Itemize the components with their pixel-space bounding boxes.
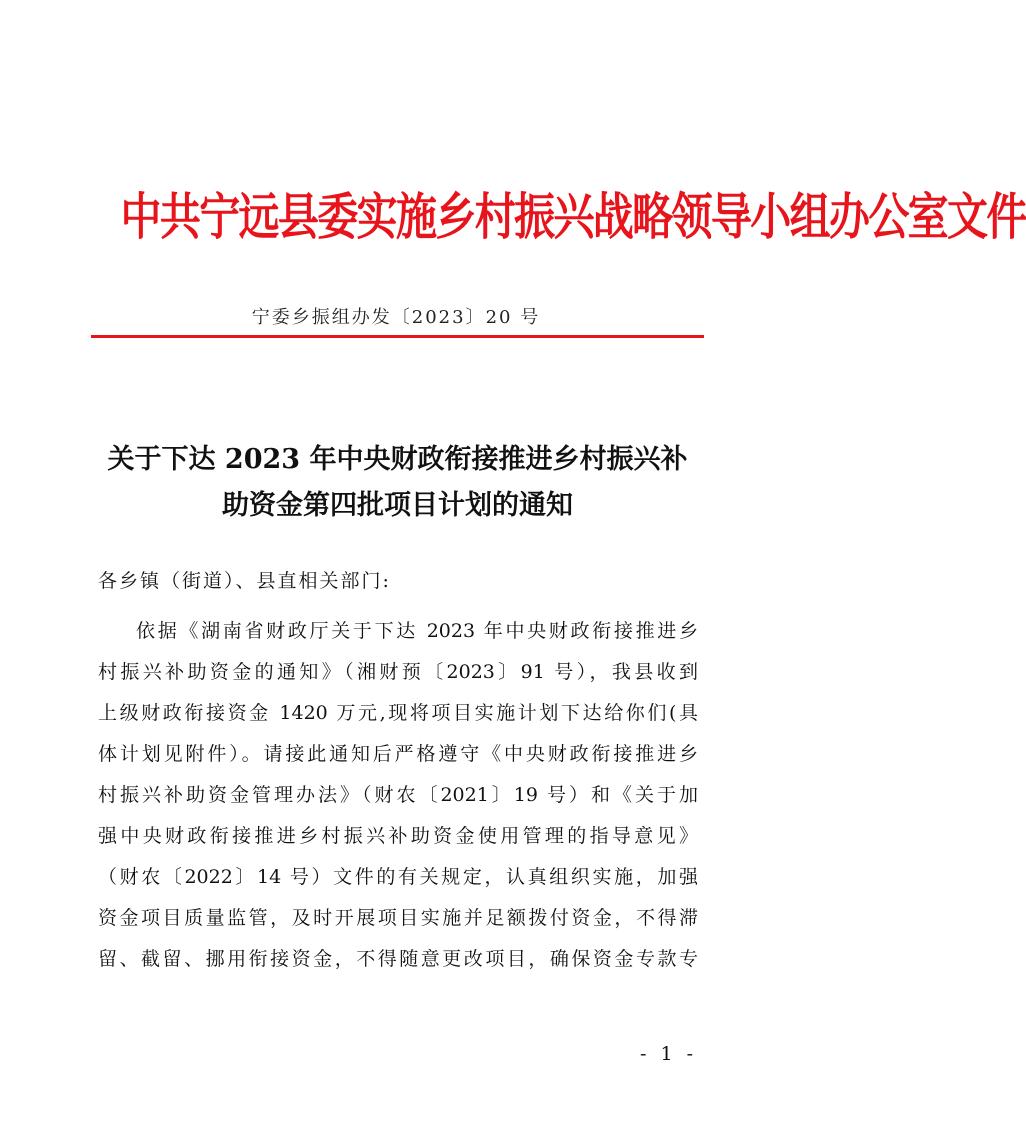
salutation: 各乡镇（街道）、县直相关部门: xyxy=(98,570,391,592)
issuer-header: 中共宁远县委实施乡村振兴战略领导小组办公室文件 xyxy=(120,188,1026,246)
body-line: （财农〔2022〕14 号）文件的有关规定，认真组织实施，加强 xyxy=(98,866,698,888)
body-line: 上级财政衔接资金 1420 万元,现将项目实施计划下达给你们(具 xyxy=(98,702,698,724)
red-divider-line xyxy=(91,335,704,338)
body-paragraph xyxy=(98,611,698,980)
body-line: 村振兴补助资金的通知》（湘财预〔2023〕91 号），我县收到 xyxy=(98,661,698,683)
title-line-1: 关于下达 2023 年中央财政衔接推进乡村振兴补 xyxy=(107,444,688,475)
document-number: 宁委乡振组办发〔2023〕20 号 xyxy=(251,307,541,328)
body-line: 依据《湖南省财政厅关于下达 2023 年中央财政衔接推进乡 xyxy=(136,620,698,642)
page-number: - 1 - xyxy=(640,1043,698,1065)
title-line-2: 助资金第四批项目计划的通知 xyxy=(222,490,573,521)
document-title xyxy=(95,437,700,529)
body-line: 资金项目质量监管，及时开展项目实施并足额拨付资金，不得滞 xyxy=(98,907,698,929)
body-line: 村振兴补助资金管理办法》（财农〔2021〕19 号）和《关于加 xyxy=(98,784,698,806)
body-line: 留、截留、挪用衔接资金，不得随意更改项目，确保资金专款专 xyxy=(98,948,698,970)
body-line: 体计划见附件）。请接此通知后严格遵守《中央财政衔接推进乡 xyxy=(98,743,698,765)
body-line: 强中央财政衔接推进乡村振兴补助资金使用管理的指导意见》 xyxy=(98,825,698,847)
